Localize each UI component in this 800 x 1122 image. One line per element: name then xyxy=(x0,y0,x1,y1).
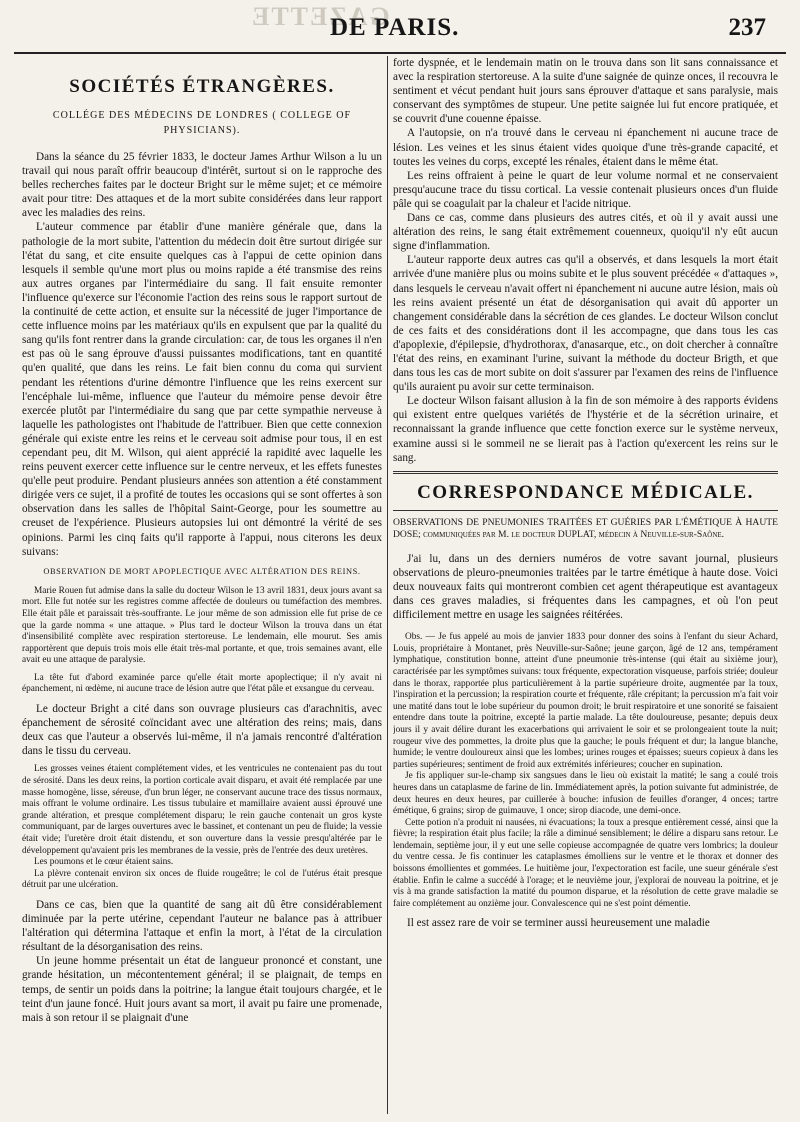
observation-paragraph: Cette potion n'a produit ni nausées, ni évacuations; la toux a presque entièrement cessé, ainsi que la fièvre; la respiration était plus facile; la râle a diminué sensiblement; le délire a disparu sans retour. Le lendemain, septième jour, il y eut une selle copieuse accompagnée de quatre vers lombrics; la douleur du ventre cessa. Je fis continuer les cataplasmes émolliens sur le ventre et le thorax et donner des boissons émollientes et gommées. Le huitième jour, l'expectoration est facile, une sueur générale s'est établie. Enfin le calme a succédé à l'orage; et le neuvième jour, j'explorai de nouveau la poitrine, et je vis à ma grande satisfaction la matité du poumon disparue, et la résolution de cette grave maladie se faire complétement au onzième jour. Convalescence qui ne s'est point démentie. xyxy=(393,817,778,909)
right-column xyxy=(393,56,778,931)
title-rule xyxy=(393,510,778,511)
correspondence-subhead: OBSERVATIONS DE PNEUMONIES TRAITÉES ET GUÉRIES PAR L'ÉMÉTIQUE À HAUTE DOSE; communiquées par M. le docteur DUPLAT, médecin à Neuville-sur-Saône. xyxy=(393,516,778,541)
paragraph: Dans la séance du 25 février 1833, le docteur James Arthur Wilson a lu un travail qui nous paraît offrir beaucoup d'intérêt, surtout si on le rapproche des belles recherches faites par le docteur Bright sur le même sujet; et ce mémoire avait pour titre: Des attaques et de la mort subite considérées dans leur rapport avec les maladies des reins. xyxy=(22,151,382,220)
paragraph: Dans ce cas, comme dans plusieurs des autres cités, et où il y avait aussi une altération des reins, le sang était extrêmement couenneux, quoiqu'il n'y eût aucun signe d'inflammation. xyxy=(393,212,778,253)
paragraph: Un jeune homme présentait un état de langueur prononcé et constant, une grande hésitation, un mécontentement général; il se plaignait, de temps en temps, de sentir un poids dans la poitrine; la langue était toujours chargée, et le teint d'un jaune foncé. Huit jours avant sa mort, il avait pu faire une promenade, mais à son retour il se plaignait d'une xyxy=(22,955,382,1024)
observation-paragraph: Je fis appliquer sur-le-champ six sangsues dans le lieu où existait la matité; le sang a coulé trois heures dans un cataplasme de farine de lin. Immédiatement après, la potion suivante fut administrée, de deux heures en deux heures, par cuillerée à bouche: infusion de feuilles d'oranger, 4 onces; tartre émétique, 6 grains; sirop de guimauve, 1 once; sirop diacode, une demi-once. xyxy=(393,771,778,817)
observation-paragraph: Les grosses veines étaient complétement vides, et les ventricules ne contenaient pas du tout de sérosité. Dans les deux reins, la portion corticale avait disparu, et avait été remplacée par une masse homogène, lisse, séreuse, d'un brun léger, ne conservant aucune trace des tissus normaux, mais offrant le volume ordinaire. Les tissus tubulaire et mamillaire avaient aussi éprouvé une grande altération, et presque complétement disparu; le rein gauche contenait un gros kyste communiquant, par de larges ouvertures avec le bassinet, et contenant un peu de fluide; la vessie était vide; l'uretère droit était distendu, et son ouverture dans la vessie presqu'altérée par le développement qu'avaient pris les membranes de la vessie, près de l'entrée des deux uretères. xyxy=(22,764,382,856)
observation-paragraph: Les poumons et le cœur étaient sains. xyxy=(34,857,174,868)
section-rule xyxy=(393,471,778,474)
left-column xyxy=(22,58,382,1025)
paragraph: A l'autopsie, on n'a trouvé dans le cerveau ni épanchement ni aucune trace de lésion. Les veines et les sinus étaient vides quoique d'une très-grande capacité, et toutes les veines du corps, excepté les rénales, étaient dans le même état. xyxy=(393,127,778,168)
section-title: SOCIÉTÉS ÉTRANGÈRES. xyxy=(69,76,335,97)
paragraph: Dans ce cas, bien que la quantité de sang ait dû être considérablement diminuée par la perte utérine, cependant l'auteur ne balance pas à attribuer l'altération qui détermina l'attaque et enfin la mort, à l'état de la circulation résultant de la désorganisation des reins. xyxy=(22,898,382,954)
section-subhead: COLLÉGE DES MÉDECINS DE LONDRES ( COLLEGE OF PHYSICIANS). xyxy=(52,110,352,136)
observation-paragraph: Obs. — Je fus appelé au mois de janvier 1833 pour donner des soins à l'enfant du sieur Achard, Louis, propriétaire à Montanet, près Neuville-sur-Saône; jeune garçon, âgé de 12 ans, tempérament lymphatique, constitution bonne, atteint d'une pneumonie très-intense (qui était au sixième jour), caractérisée par les symptômes suivans: toux fréquente, expectoration visqueuse, parfois striée; douleur dans le thorax, rapportée plus particulièrement à la partie supérieure droite, augmentée par la toux, l'inspiration et la percussion; la respiration courte et fréquente, râle crépitant; la percussion m'a fait voir une matité dans tout le lobe supérieur du poumon droit; le bruit respiratoire et une sonorité se faisaient entendre dans toute la poitrine, excepté la partie malade. La tête douloureuse, pesante; depuis deux jours il y avait délire durant les exacerbations qui arrivaient le soir et se prolongeaient toute la nuit; rougeur vive des pommettes, la droite plus que la gauche; le pouls fréquent et dur; la langue blanche, humide; le ventre douloureux ainsi que les lombes; urines rouges et épaisses; sueurs copieux à dans les parties supérieures; sentiment de froid aux extrémités inférieures; coucher en supination. xyxy=(393,632,778,770)
paragraph: Les reins offraient à peine le quart de leur volume normal et ne conservaient presqu'aucune trace du tissu cortical. La vessie contenait plusieurs onces d'un fluide pâle qui se coagulait par la chaleur et l'acide nitrique. xyxy=(393,169,778,210)
observation-title: OBSERVATION DE MORT APOPLECTIQUE AVEC ALTÉRATION DES REINS. xyxy=(43,566,361,576)
bleed-through-text: GAZETTE xyxy=(250,2,390,31)
observation-paragraph: La tête fut d'abord examinée parce qu'elle était morte apoplectique; il n'y avait ni épanchement, ni œdème, ni aucune trace de lésion autre que l'état pâle et exsangue du cerveau. xyxy=(22,672,382,695)
paragraph: forte dyspnée, et le lendemain matin on le trouva dans son lit sans connaissance et avec la respiration stertoreuse. A la suite d'une saignée de quinze onces, il recouvra le sentiment et vécut pendant huit jours sans éprouver d'attaque et sans paralysie, mais conservant des symptômes de stupeur. Une petite saignée lui fut encore pratiquée, et se couvrit d'une couenne épaisse. xyxy=(393,57,778,126)
observation-paragraph: Marie Rouen fut admise dans la salle du docteur Wilson le 13 avril 1831, deux jours avant sa mort. Elle fut notée sur les registres comme affectée de douleurs ou tuméfaction des membres. Elle était pâle et paraissait très-souffrante. Le jour même de son admission elle fut prise de ce que la garde nomma « une attaque. » Plus tard le docteur Wilson la trouva dans un état d'insensibilité complète avec respiration stertoreuse. Le lendemain, elle mourut. Ses amis rapportèrent que depuis trois mois elle était très-mal portante, et que, trois semaines avant, elle avait eu une attaque de paralysie. xyxy=(22,585,382,666)
paragraph: L'auteur rapporte deux autres cas qu'il a observés, et dans lesquels la mort était arrivée d'une manière plus ou moins subite et le plus souvent précédée « d'attaques », dans lesquels le cerveau n'avait offert ni épanchement ni aucune autre lésion, mais où les reins avaient présenté un état de désorganisation qui avait dû apporter un changement considérable dans la sécrétion de ces glandes. Le docteur Wilson conclut de ces faits et des considérations dont il les accompagne, que dans tous les cas d'apoplexie, d'épilepsie, d'hydrothorax, d'anasarque, etc., on doit chercher à connaître l'état des reins, en examinant l'urine, suivant la méthode du docteur Brigth, et que dans tous les cas de mort subite on doit s'assurer par l'examen des reins de l'influence qu'ils auraient pu avoir sur cette terminaison. xyxy=(393,254,778,394)
observation-paragraph: La plèvre contenait environ six onces de fluide rougeâtre; le col de l'utérus était presque détruit par une ulcération. xyxy=(22,868,382,891)
paragraph: Le docteur Bright a cité dans son ouvrage plusieurs cas d'arachnitis, avec épanchement de sérosité coïncidant avec une altération des reins; mais, dans deux cas que l'auteur a observés lui-même, il n'a jamais rencontré d'altération dans le tissu du cerveau. xyxy=(22,703,382,758)
paragraph: L'auteur commence par établir d'une manière générale que, dans la pathologie de la mort subite, l'attention du médecin doit être surtout dirigée sur l'état du sang, et cite ensuite quelques cas à l'appui de cette opinion dans lesquels il semble qu'une mort plus ou moins rapide a été transmise des reins aux autres organes par l'intermédiaire du sang. Il fait ensuite remonter l'influence qu'exerce sur l'économie l'action des reins sous le rapport surtout de la continuité de cette action, et ensuite sur la nécessité de juger l'importance de cette influence moins par les matériaux qu'ils en expulsent que par la qualité du sang qu'ils font rentrer dans la grande circulation: car, de tous les organes il n'en est pas où le sang éprouve d'aussi puissantes modifications, tant en quantité qu'en qualité, que dans les reins. Le fait bien connu du coma qui survient pendant les rétentions d'urine démontre l'influence que les reins exercent sur l'encéphale lui-même, influence que l'auteur du mémoire pense devoir être exercée plutôt par l'intermédiaire du sang que par cette sympathie nerveuse à laquelle les pathologistes ont l'habitude de l'attribuer. Bien que cette connexion générale qui existe entre les reins et le cerveau soit admise pour tous, il en est cependant peu, dit M. Wilson, qui aient apprécié la rapidité avec laquelle les reins peuvent exercer cette influence sur le centre nerveux, et les effets funestes qu'elle peut produire. Pendant plusieurs années son attention a été constamment dirigée vers ce sujet, il a profité de toutes les occasions qui se sont offertes à son observation dans les salles de l'hôpital Saint-George, pour les soumettre au creuset de l'expérience. Plusieurs autopsies lui ont démontré la vérité de ses opinions. Parmi les cinq faits qu'il rapporte à l'appui, nous citerons les deux suivans: xyxy=(22,221,382,558)
paragraph: Le docteur Wilson faisant allusion à la fin de son mémoire à des rapports évidens qui existent entre quelques variétés de l'hystérie et de la sécrétion urinaire, et reconnaissant la grande influence que cette fonction exerce sur le système nerveux, examine aussi si le sommeil ne se lierait pas à l'action qu'exercent les reins sur le sang. xyxy=(393,395,778,464)
section-title: CORRESPONDANCE MÉDICALE. xyxy=(417,481,754,503)
paragraph: Il est assez rare de voir se terminer aussi heureusement une maladie xyxy=(407,917,710,930)
page-number: 237 xyxy=(728,14,766,41)
paragraph: J'ai lu, dans un des derniers numéros de votre savant journal, plusieurs observations de pleuro-pneumonies traitées par le tartre émétique à haute dose. Voici deux nouveaux faits qui montreront combien cet agent thérapeutique est avantageux dans ces graves maladies, si fréquentes dans les campagnes, et où l'on peut difficilement mettre en usage les saignées réitérées. xyxy=(393,552,778,622)
header-rule xyxy=(14,52,786,54)
masthead: DE PARIS. xyxy=(330,14,460,41)
column-divider xyxy=(387,56,388,1114)
